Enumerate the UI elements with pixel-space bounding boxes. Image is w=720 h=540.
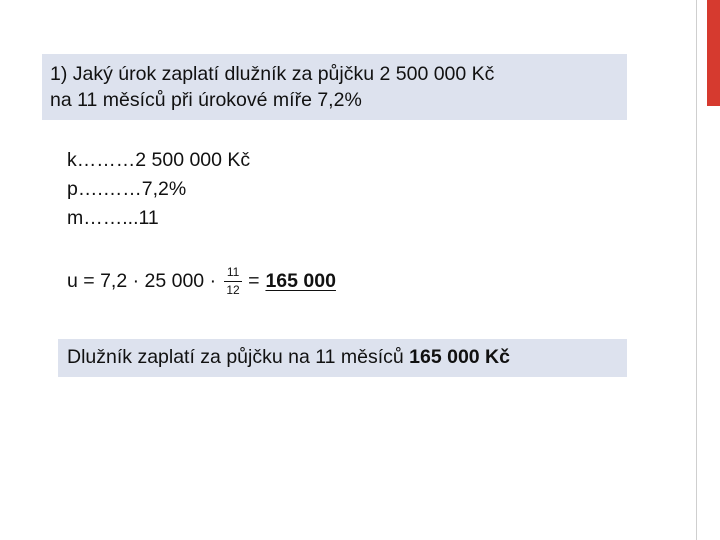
given-k: k………2 500 000 Kč — [67, 149, 251, 171]
interest-formula — [67, 261, 336, 301]
formula-lhs: u = 7,2 · 25 000 · — [67, 269, 217, 292]
answer-text: Dlužník zaplatí za půjčku na 11 měsíců — [67, 346, 410, 368]
fraction — [224, 266, 242, 297]
answer-box — [58, 339, 627, 377]
fraction-bar — [224, 281, 242, 282]
formula-equals: = — [248, 269, 260, 292]
answer-amount: 165 000 Kč — [409, 346, 510, 368]
question-line-1: 1) Jaký úrok zaplatí dlužník za půjčku 2 500 000 Kč — [50, 63, 495, 85]
given-values — [67, 146, 250, 233]
question-line-2: na 11 měsíců při úrokové míře 7,2% — [50, 89, 362, 111]
formula-result: 165 000 — [265, 269, 336, 292]
side-divider-line — [696, 0, 697, 540]
question-box — [42, 54, 627, 120]
accent-bar — [707, 0, 720, 106]
fraction-denominator: 12 — [226, 282, 240, 297]
fraction-numerator: 11 — [226, 264, 240, 279]
given-m: m……...11 — [67, 207, 159, 229]
given-p: p….……7,2% — [67, 178, 187, 200]
